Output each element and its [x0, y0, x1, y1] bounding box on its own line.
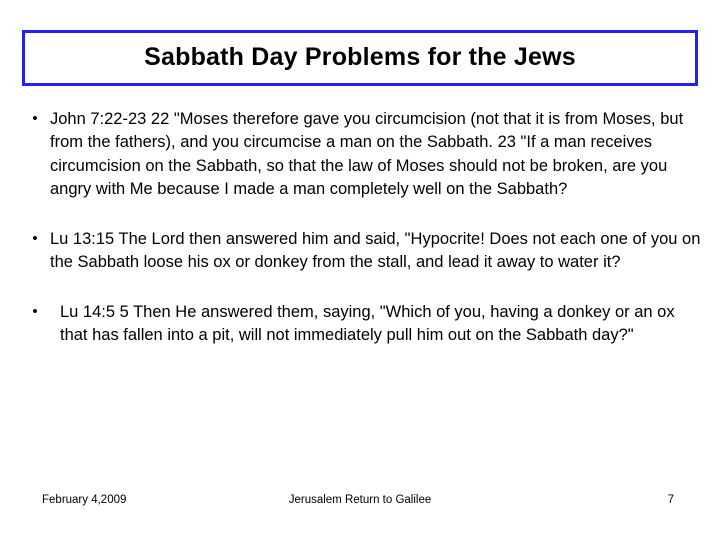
- bullet-marker-icon: •: [32, 110, 38, 127]
- list-item: [24, 228, 704, 275]
- footer-title: Jerusalem Return to Galilee: [288, 494, 432, 506]
- list-item-text: Lu 13:15 The Lord then answered him and said, "Hypocrite! Does not each one of you on the Sabbath loose his ox or donkey from the stall, and lead it away to water it?: [50, 229, 701, 272]
- footer-page-number: 7: [667, 494, 674, 506]
- bullet-marker-icon: •: [32, 229, 38, 247]
- bullet-marker-icon: •: [32, 302, 38, 320]
- footer-date: February 4,2009: [42, 494, 127, 506]
- page-title: Sabbath Day Problems for the Jews: [144, 43, 576, 72]
- list-item: [24, 108, 704, 202]
- title-box: [22, 30, 698, 86]
- bullet-list: [24, 108, 704, 373]
- slide-footer: [0, 494, 720, 516]
- list-item-text: John 7:22-23 22 "Moses therefore gave you circumcision (not that it is from Moses, but from the fathers), and you circumcise a man on the Sabbath. 23 "If a man receives circumcision on the Sabbath, so that the law of Moses should not be broken, are you angry with Me because I made a man completely well on the Sabbath?: [50, 110, 684, 199]
- list-item: [24, 301, 704, 348]
- list-item-text: Lu 14:5 5 Then He answered them, saying, "Which of you, having a donkey or an ox that has fallen into a pit, will not immediately pull him out on the Sabbath day?": [60, 302, 675, 344]
